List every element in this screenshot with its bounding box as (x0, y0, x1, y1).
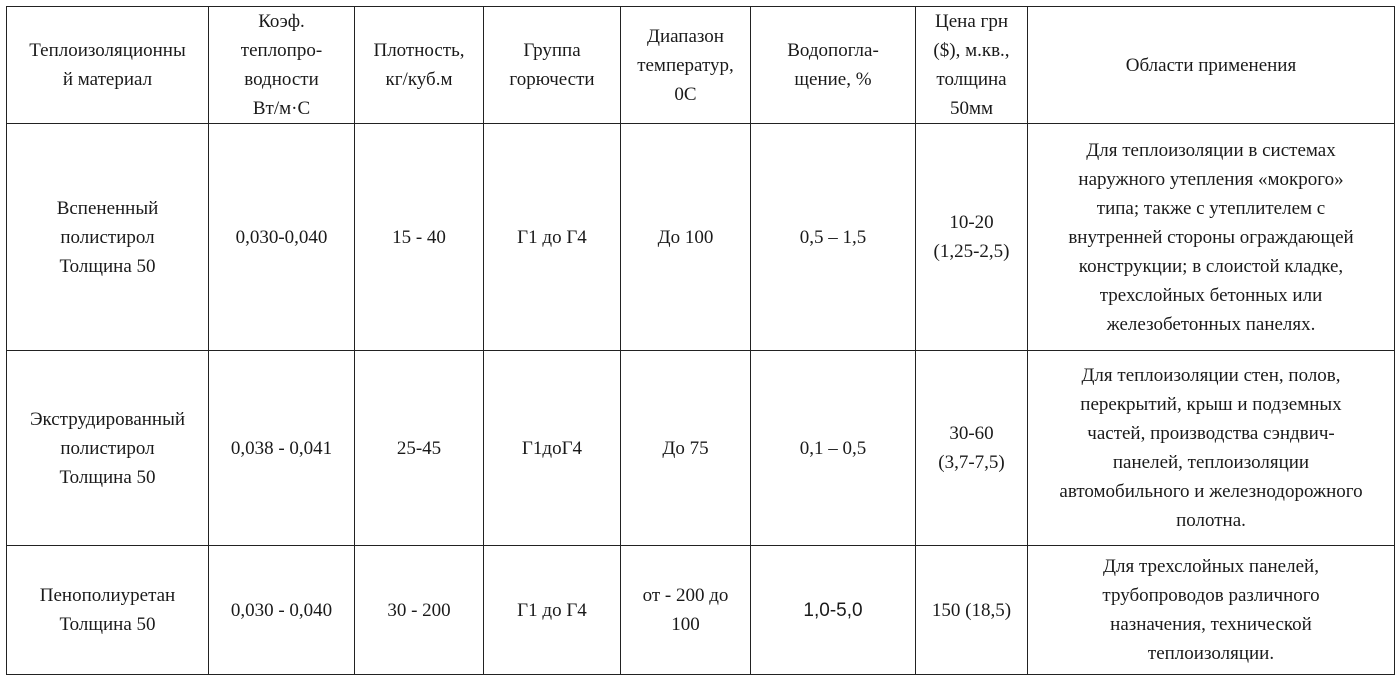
cell-conductivity: 0,030 - 0,040 (209, 546, 355, 675)
cell-density: 15 - 40 (355, 124, 484, 351)
cell-price: 10-20 (1,25-2,5) (916, 124, 1028, 351)
header-water-absorption: Водопогла- щение, % (751, 7, 916, 124)
cell-absorption: 1,0-5,0 (751, 546, 916, 675)
cell-material: Пенополиуретан Толщина 50 (7, 546, 209, 675)
header-price: Цена грн ($), м.кв., толщина 50мм (916, 7, 1028, 124)
cell-conductivity: 0,030-0,040 (209, 124, 355, 351)
cell-application: Для теплоизоляции стен, полов, перекрытий, крыш и подземных частей, производства сэндвич- панелей, теплоизоляции автомобильного и железнодорожного полотна. (1028, 351, 1395, 546)
cell-price: 30-60 (3,7-7,5) (916, 351, 1028, 546)
cell-flammability: Г1 до Г4 (484, 546, 621, 675)
cell-material: Вспененный полистирол Толщина 50 (7, 124, 209, 351)
cell-price: 150 (18,5) (916, 546, 1028, 675)
cell-temperature: от - 200 до 100 (621, 546, 751, 675)
table-row (7, 124, 1395, 351)
cell-absorption: 0,5 – 1,5 (751, 124, 916, 351)
header-flammability: Группа горючести (484, 7, 621, 124)
cell-density: 25-45 (355, 351, 484, 546)
cell-material: Экструдированный полистирол Толщина 50 (7, 351, 209, 546)
cell-absorption: 0,1 – 0,5 (751, 351, 916, 546)
header-material: Теплоизоляционны й материал (7, 7, 209, 124)
header-application: Области применения (1028, 7, 1395, 124)
header-conductivity: Коэф. теплопро- водности Вт/м·С (209, 7, 355, 124)
table-row (7, 546, 1395, 675)
insulation-comparison-table (6, 6, 1395, 675)
cell-flammability: Г1доГ4 (484, 351, 621, 546)
header-row (7, 7, 1395, 124)
header-density: Плотность, кг/куб.м (355, 7, 484, 124)
cell-conductivity: 0,038 - 0,041 (209, 351, 355, 546)
cell-temperature: До 75 (621, 351, 751, 546)
table-wrapper (6, 6, 1395, 675)
cell-application: Для теплоизоляции в системах наружного утепления «мокрого» типа; также с утеплителем с внутренней стороны ограждающей конструкции; в слоистой кладке, трехслойных бетонных или железобетонных панелях. (1028, 124, 1395, 351)
cell-flammability: Г1 до Г4 (484, 124, 621, 351)
table-row (7, 351, 1395, 546)
header-temperature-range: Диапазон температур, 0С (621, 7, 751, 124)
cell-application: Для трехслойных панелей, трубопроводов различного назначения, технической теплоизоляции. (1028, 546, 1395, 675)
cell-temperature: До 100 (621, 124, 751, 351)
cell-density: 30 - 200 (355, 546, 484, 675)
